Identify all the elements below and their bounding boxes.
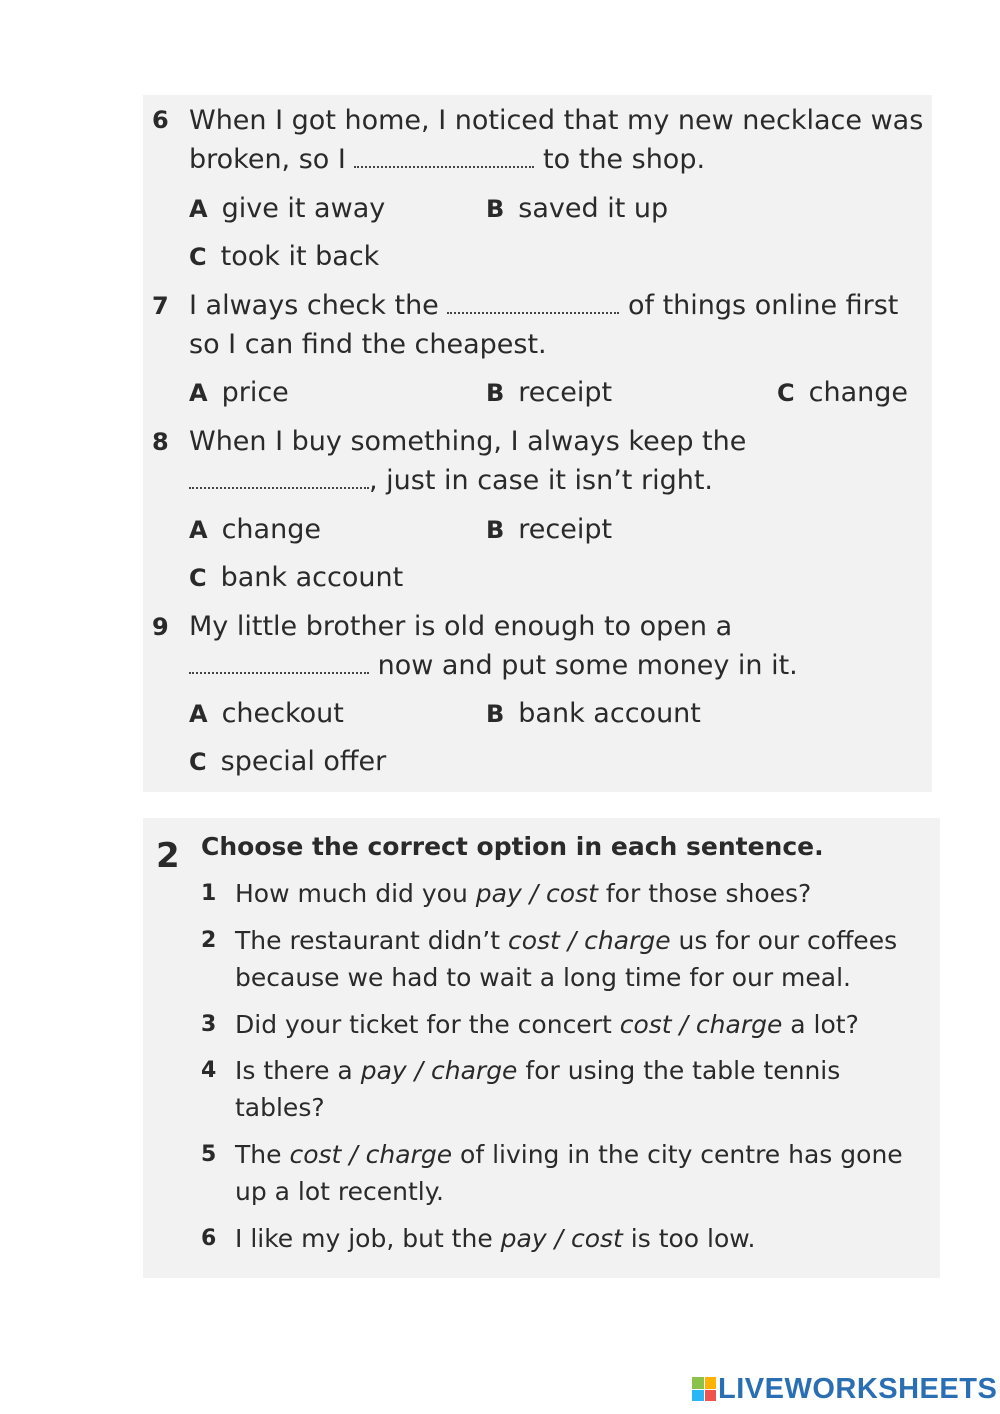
item-number: 2 [201, 928, 217, 953]
question-number: 7 [152, 292, 169, 320]
option-b[interactable]: B receipt [486, 377, 613, 408]
question-text: , just in case it isn’t right. [189, 464, 713, 498]
option-c[interactable]: C special offer [189, 746, 387, 777]
answer-blank[interactable] [189, 465, 369, 489]
sentence-continuation: tables? [235, 1093, 325, 1122]
question-text: I always check the of things online first [189, 290, 899, 321]
option-b[interactable]: B receipt [486, 514, 613, 545]
option-b[interactable]: B bank account [486, 698, 701, 729]
item-number: 1 [201, 881, 217, 906]
item-number: 4 [201, 1058, 217, 1083]
question-number: 6 [152, 106, 169, 134]
answer-blank[interactable] [447, 290, 619, 314]
option-a[interactable]: A price [189, 377, 289, 408]
choice-option[interactable]: cost / charge [289, 1140, 453, 1169]
instruction: Choose the correct option in each sentence. [201, 832, 824, 861]
sentence: Did your ticket for the concert cost / charge a lot? [235, 1010, 859, 1039]
option-a[interactable]: A change [189, 514, 321, 545]
section-number: 2 [156, 836, 180, 876]
choice-option[interactable]: pay / cost [500, 1224, 623, 1253]
logo-mark-icon [692, 1377, 716, 1401]
question-text: When I got home, I noticed that my new necklace was [189, 105, 924, 136]
sentence: The restaurant didn’t cost / charge us for our coffees [235, 926, 898, 955]
choice-option[interactable]: pay / cost [475, 879, 598, 908]
question-text: My little brother is old enough to open a [189, 611, 733, 642]
sentence: The cost / charge of living in the city centre has gone [235, 1140, 903, 1169]
logo-text: LIVEWORKSHEETS [718, 1372, 998, 1405]
sentence-continuation: because we had to wait a long time for our meal. [235, 963, 852, 992]
sentence: I like my job, but the pay / cost is too low. [235, 1224, 756, 1253]
choice-option[interactable]: cost / charge [619, 1010, 783, 1039]
choice-option[interactable]: cost / charge [507, 926, 671, 955]
question-number: 8 [152, 428, 169, 456]
question-number: 9 [152, 613, 169, 641]
option-c[interactable]: C bank account [189, 562, 404, 593]
item-number: 3 [201, 1012, 217, 1037]
answer-blank[interactable] [354, 144, 534, 168]
sentence: Is there a pay / charge for using the table tennis [235, 1056, 841, 1085]
item-number: 5 [201, 1142, 217, 1167]
question-text: broken, so I to the shop. [189, 144, 706, 175]
item-number: 6 [201, 1226, 217, 1251]
question-text: now and put some money in it. [189, 649, 798, 683]
option-a[interactable]: A give it away [189, 193, 386, 224]
question-text: so I can find the cheapest. [189, 329, 547, 360]
liveworksheets-logo [692, 1374, 997, 1404]
question-text: When I buy something, I always keep the [189, 426, 747, 457]
sentence: How much did you pay / cost for those shoes? [235, 879, 812, 908]
option-b[interactable]: B saved it up [486, 193, 669, 224]
option-a[interactable]: A checkout [189, 698, 344, 729]
answer-blank[interactable] [189, 650, 369, 674]
sentence-continuation: up a lot recently. [235, 1177, 444, 1206]
option-c[interactable]: C change [777, 377, 908, 408]
choice-option[interactable]: pay / charge [360, 1056, 518, 1085]
option-c[interactable]: C took it back [189, 241, 380, 272]
